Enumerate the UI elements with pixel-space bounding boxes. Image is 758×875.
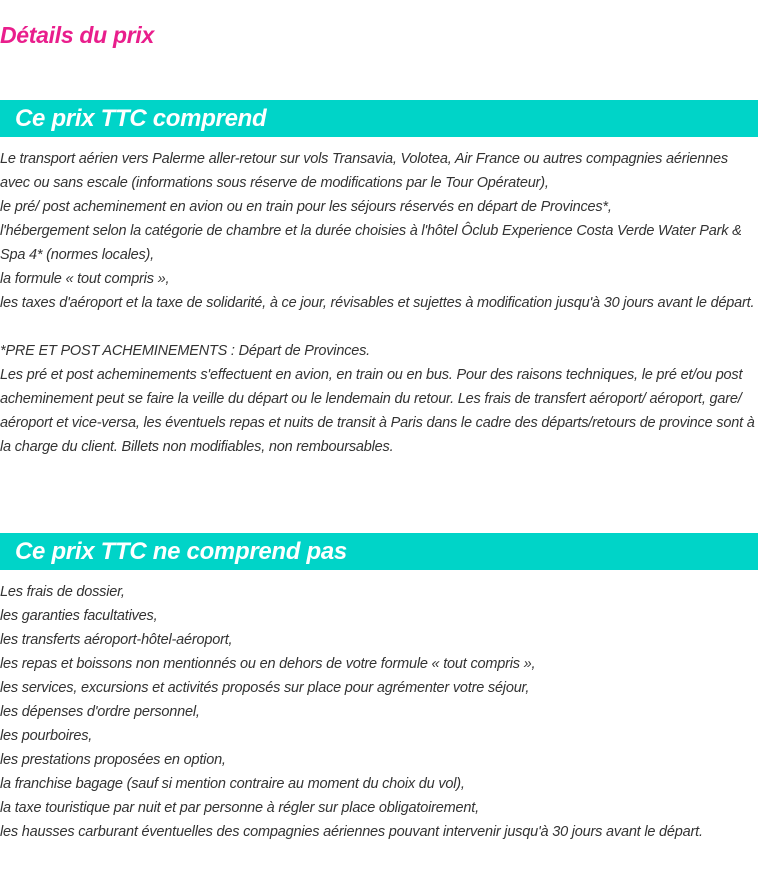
excluded-item: les garanties facultatives,: [0, 608, 158, 624]
excluded-item: la taxe touristique par nuit et par personne à régler sur place obligatoirement,: [0, 800, 479, 816]
excluded-item: les pourboires,: [0, 728, 93, 744]
paragraph-spacer: [0, 315, 758, 339]
transfer-note-title: *PRE ET POST ACHEMINEMENTS : Départ de Provinces.: [0, 343, 370, 359]
excluded-item: les prestations proposées en option,: [0, 752, 226, 768]
included-item: l'hébergement selon la catégorie de chambre et la durée choisies à l'hôtel Ôclub Experience Costa Verde Water Park & Spa 4* (normes locales),: [0, 223, 742, 263]
excluded-item: les dépenses d'ordre personnel,: [0, 704, 200, 720]
included-section-body: [0, 147, 758, 459]
excluded-item: les repas et boissons non mentionnés ou en dehors de votre formule « tout compris »,: [0, 656, 536, 672]
included-item: le pré/ post acheminement en avion ou en train pour les séjours réservés en départ de Provinces*,: [0, 199, 612, 215]
excluded-item: les transferts aéroport-hôtel-aéroport,: [0, 632, 233, 648]
included-section-header: Ce prix TTC comprend: [0, 100, 758, 137]
excluded-item: la franchise bagage (sauf si mention contraire au moment du choix du vol),: [0, 776, 465, 792]
included-item: la formule « tout compris »,: [0, 271, 170, 287]
excluded-section-header: Ce prix TTC ne comprend pas: [0, 533, 758, 570]
page-title: Détails du prix: [0, 22, 154, 48]
excluded-item: Les frais de dossier,: [0, 584, 125, 600]
included-item: Le transport aérien vers Palerme aller-retour sur vols Transavia, Volotea, Air France ou autres compagnies aériennes avec ou sans escale (informations sous réserve de modifications par le Tour Opérateur),: [0, 151, 728, 191]
transfer-note-text: Les pré et post acheminements s'effectuent en avion, en train ou en bus. Pour des raisons techniques, le pré et/ou post acheminement peut se faire la veille du départ ou le lendemain du retour. Les frais de transfert aéroport/ aéroport, gare/ aéroport et vice-versa, les éventuels repas et nuits de transit à Paris dans le cadre des départs/retours de province sont à la charge du client. Billets non modifiables, non remboursables.: [0, 367, 755, 455]
excluded-section-body: [0, 580, 758, 844]
excluded-item: les hausses carburant éventuelles des compagnies aériennes pouvant intervenir jusqu'à 30 jours avant le départ.: [0, 824, 703, 840]
excluded-item: les services, excursions et activités proposés sur place pour agrémenter votre séjour,: [0, 680, 530, 696]
included-item: les taxes d'aéroport et la taxe de solidarité, à ce jour, révisables et sujettes à modification jusqu'à 30 jours avant le départ.: [0, 295, 755, 311]
